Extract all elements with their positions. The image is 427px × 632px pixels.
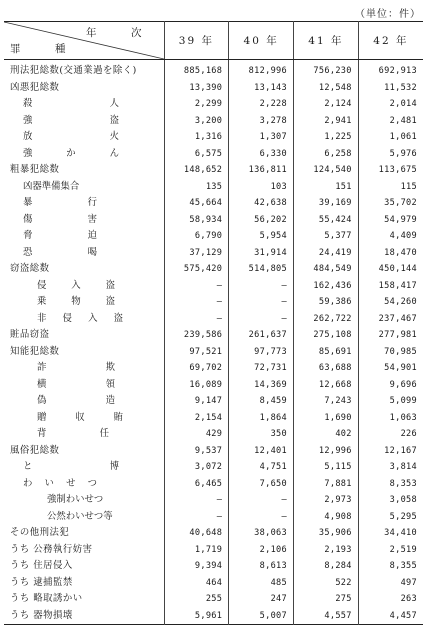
cell-value: 148,652 bbox=[164, 162, 229, 179]
cell-value: 6,575 bbox=[164, 146, 229, 163]
cell-value: 429 bbox=[164, 426, 229, 443]
cell-value: — bbox=[229, 492, 294, 509]
cell-value: 275 bbox=[294, 591, 359, 608]
cell-value: 9,394 bbox=[164, 558, 229, 575]
cell-value: 2,106 bbox=[229, 542, 294, 559]
row-label bbox=[4, 113, 164, 130]
cell-value: 1,690 bbox=[294, 410, 359, 427]
year-header-41: 41 年 bbox=[294, 22, 359, 60]
cell-value: 54,979 bbox=[358, 212, 423, 229]
table-row bbox=[4, 327, 423, 344]
cell-value: 1,307 bbox=[229, 129, 294, 146]
cell-value: 2,154 bbox=[164, 410, 229, 427]
cell-value: 2,941 bbox=[294, 113, 359, 130]
cell-value: 42,638 bbox=[229, 195, 294, 212]
cell-value: 72,731 bbox=[229, 360, 294, 377]
cell-value: 9,696 bbox=[358, 377, 423, 394]
table-row bbox=[4, 476, 423, 493]
cell-value: 4,751 bbox=[229, 459, 294, 476]
cell-value: — bbox=[229, 509, 294, 526]
cell-value: 58,934 bbox=[164, 212, 229, 229]
cell-value: 237,467 bbox=[358, 311, 423, 328]
row-label-text: 恐 喝 bbox=[23, 246, 97, 258]
table-row bbox=[4, 162, 423, 179]
cell-value: 70,985 bbox=[358, 344, 423, 361]
cell-value: 6,790 bbox=[164, 228, 229, 245]
cell-value: 262,722 bbox=[294, 311, 359, 328]
cell-value: 226 bbox=[358, 426, 423, 443]
row-label-text: うち 住居侵入 bbox=[10, 560, 73, 571]
cell-value: 6,258 bbox=[294, 146, 359, 163]
cell-value: 18,470 bbox=[358, 245, 423, 262]
row-label bbox=[4, 245, 164, 262]
row-label bbox=[4, 426, 164, 443]
cell-value: 13,390 bbox=[164, 80, 229, 97]
row-label-text: 非 侵 入 盗 bbox=[37, 312, 123, 324]
cell-value: 103 bbox=[229, 179, 294, 196]
table-row bbox=[4, 261, 423, 278]
cell-value: 5,961 bbox=[164, 608, 229, 625]
table-row bbox=[4, 245, 423, 262]
cell-value: 1,864 bbox=[229, 410, 294, 427]
cell-value: 4,908 bbox=[294, 509, 359, 526]
cell-value: 484,549 bbox=[294, 261, 359, 278]
cell-value: 3,058 bbox=[358, 492, 423, 509]
cell-value: 5,976 bbox=[358, 146, 423, 163]
cell-value: 12,548 bbox=[294, 80, 359, 97]
corner-header bbox=[4, 22, 164, 60]
row-label-text: うち 略取誘かい bbox=[10, 593, 83, 604]
table-row bbox=[4, 542, 423, 559]
row-label-text: その他刑法犯 bbox=[10, 527, 70, 538]
row-label-text: 強制わいせつ bbox=[47, 494, 104, 505]
cell-value: 12,668 bbox=[294, 377, 359, 394]
table-row bbox=[4, 278, 423, 295]
row-label bbox=[4, 179, 164, 196]
row-label-text: 殺 人 bbox=[23, 98, 119, 109]
cell-value: 85,691 bbox=[294, 344, 359, 361]
cell-value: 402 bbox=[294, 426, 359, 443]
cell-value: 35,702 bbox=[358, 195, 423, 212]
row-label bbox=[4, 542, 164, 559]
row-label bbox=[4, 129, 164, 146]
row-label-text: 賍品窃盗 bbox=[10, 329, 50, 340]
table-row bbox=[4, 344, 423, 361]
row-label bbox=[4, 591, 164, 608]
table-row bbox=[4, 426, 423, 443]
table-row bbox=[4, 96, 423, 113]
row-label bbox=[4, 261, 164, 278]
cell-value: 255 bbox=[164, 591, 229, 608]
row-label bbox=[4, 393, 164, 410]
table-row bbox=[4, 294, 423, 311]
cell-value: — bbox=[164, 278, 229, 295]
cell-value: 239,586 bbox=[164, 327, 229, 344]
cell-value: 54,260 bbox=[358, 294, 423, 311]
row-label-text: 窃盗総数 bbox=[10, 263, 50, 274]
cell-value: 497 bbox=[358, 575, 423, 592]
table-row bbox=[4, 575, 423, 592]
row-label-text: うち 器物損壊 bbox=[10, 609, 73, 621]
table-row bbox=[4, 509, 423, 526]
row-label bbox=[4, 327, 164, 344]
cell-value: — bbox=[164, 311, 229, 328]
cell-value: 692,913 bbox=[358, 60, 423, 80]
table-row bbox=[4, 129, 423, 146]
row-label bbox=[4, 80, 164, 97]
table-row bbox=[4, 443, 423, 460]
row-label bbox=[4, 476, 164, 493]
table-row bbox=[4, 113, 423, 130]
cell-value: 8,459 bbox=[229, 393, 294, 410]
cell-value: 2,014 bbox=[358, 96, 423, 113]
cell-value: 5,007 bbox=[229, 608, 294, 625]
row-label bbox=[4, 96, 164, 113]
cell-value: 55,424 bbox=[294, 212, 359, 229]
cell-value: 5,295 bbox=[358, 509, 423, 526]
row-label bbox=[4, 575, 164, 592]
cell-value: — bbox=[164, 492, 229, 509]
table-row bbox=[4, 492, 423, 509]
table-row bbox=[4, 558, 423, 575]
table-row bbox=[4, 179, 423, 196]
cell-value: 34,410 bbox=[358, 525, 423, 542]
cell-value: 1,719 bbox=[164, 542, 229, 559]
table-row bbox=[4, 228, 423, 245]
row-label-text: 粗暴犯総数 bbox=[10, 164, 60, 175]
cell-value: 2,519 bbox=[358, 542, 423, 559]
cell-value: 277,981 bbox=[358, 327, 423, 344]
table-row bbox=[4, 60, 423, 80]
cell-value: 151 bbox=[294, 179, 359, 196]
cell-value: 275,108 bbox=[294, 327, 359, 344]
row-label-text: 暴 行 bbox=[23, 197, 97, 208]
row-label-text: うち 公務執行妨害 bbox=[10, 543, 93, 555]
row-label-text: 知能犯総数 bbox=[10, 345, 60, 357]
row-label bbox=[4, 608, 164, 625]
cell-value: 5,115 bbox=[294, 459, 359, 476]
cell-value: 37,129 bbox=[164, 245, 229, 262]
crime-statistics-table bbox=[4, 21, 423, 625]
cell-value: 1,316 bbox=[164, 129, 229, 146]
cell-value: 13,143 bbox=[229, 80, 294, 97]
cell-value: 7,243 bbox=[294, 393, 359, 410]
cell-value: 2,124 bbox=[294, 96, 359, 113]
cell-value: 38,063 bbox=[229, 525, 294, 542]
cell-value: 3,814 bbox=[358, 459, 423, 476]
row-label-text: 凶器準備集合 bbox=[23, 180, 80, 192]
cell-value: 16,089 bbox=[164, 377, 229, 394]
row-label bbox=[4, 410, 164, 427]
cell-value: 8,355 bbox=[358, 558, 423, 575]
table-row bbox=[4, 360, 423, 377]
cell-value: — bbox=[229, 294, 294, 311]
row-label-text: 強 か ん bbox=[23, 147, 119, 159]
cell-value: 12,996 bbox=[294, 443, 359, 460]
row-label bbox=[4, 228, 164, 245]
cell-value: 45,664 bbox=[164, 195, 229, 212]
cell-value: 1,061 bbox=[358, 129, 423, 146]
row-label bbox=[4, 294, 164, 311]
row-label bbox=[4, 344, 164, 361]
corner-crime-label: 罪 種 bbox=[10, 43, 78, 55]
cell-value: 97,521 bbox=[164, 344, 229, 361]
cell-value: 3,200 bbox=[164, 113, 229, 130]
row-label bbox=[4, 311, 164, 328]
table-row bbox=[4, 459, 423, 476]
row-label bbox=[4, 492, 164, 509]
cell-value: 124,540 bbox=[294, 162, 359, 179]
cell-value: 11,532 bbox=[358, 80, 423, 97]
table-row bbox=[4, 195, 423, 212]
cell-value: 162,436 bbox=[294, 278, 359, 295]
row-label-text: 風俗犯総数 bbox=[10, 444, 60, 456]
row-label-text: 横 領 bbox=[37, 378, 115, 390]
cell-value: — bbox=[229, 311, 294, 328]
row-label-text: 背 任 bbox=[37, 428, 109, 439]
cell-value: 7,881 bbox=[294, 476, 359, 493]
cell-value: 9,537 bbox=[164, 443, 229, 460]
row-label bbox=[4, 146, 164, 163]
cell-value: 756,230 bbox=[294, 60, 359, 80]
row-label-text: 傷 害 bbox=[23, 213, 97, 225]
cell-value: 5,099 bbox=[358, 393, 423, 410]
cell-value: 263 bbox=[358, 591, 423, 608]
cell-value: 812,996 bbox=[229, 60, 294, 80]
cell-value: 6,330 bbox=[229, 146, 294, 163]
table-row bbox=[4, 525, 423, 542]
cell-value: 24,419 bbox=[294, 245, 359, 262]
row-label-text: 強 盗 bbox=[23, 114, 119, 126]
row-label-text: 侵 入 盗 bbox=[37, 279, 115, 291]
table-row bbox=[4, 80, 423, 97]
row-label bbox=[4, 60, 164, 80]
cell-value: 4,557 bbox=[294, 608, 359, 625]
cell-value: 5,377 bbox=[294, 228, 359, 245]
row-label-text: 偽 造 bbox=[37, 395, 115, 406]
cell-value: 63,688 bbox=[294, 360, 359, 377]
cell-value: 1,225 bbox=[294, 129, 359, 146]
row-label bbox=[4, 195, 164, 212]
cell-value: 885,168 bbox=[164, 60, 229, 80]
row-label-text: わ い せ つ bbox=[23, 477, 97, 489]
cell-value: 113,675 bbox=[358, 162, 423, 179]
cell-value: 54,901 bbox=[358, 360, 423, 377]
cell-value: 9,147 bbox=[164, 393, 229, 410]
cell-value: 56,202 bbox=[229, 212, 294, 229]
cell-value: 12,401 bbox=[229, 443, 294, 460]
row-label bbox=[4, 525, 164, 542]
row-label-text: と 博 bbox=[23, 461, 119, 472]
cell-value: 4,409 bbox=[358, 228, 423, 245]
cell-value: 8,284 bbox=[294, 558, 359, 575]
table-row bbox=[4, 410, 423, 427]
table-row bbox=[4, 393, 423, 410]
cell-value: 247 bbox=[229, 591, 294, 608]
cell-value: 350 bbox=[229, 426, 294, 443]
row-label bbox=[4, 278, 164, 295]
cell-value: 575,420 bbox=[164, 261, 229, 278]
cell-value: 8,613 bbox=[229, 558, 294, 575]
cell-value: 450,144 bbox=[358, 261, 423, 278]
cell-value: 2,299 bbox=[164, 96, 229, 113]
cell-value: 5,954 bbox=[229, 228, 294, 245]
cell-value: 40,648 bbox=[164, 525, 229, 542]
row-label bbox=[4, 212, 164, 229]
cell-value: 7,650 bbox=[229, 476, 294, 493]
table-row bbox=[4, 212, 423, 229]
cell-value: 12,167 bbox=[358, 443, 423, 460]
cell-value: 69,702 bbox=[164, 360, 229, 377]
row-label bbox=[4, 459, 164, 476]
row-label-text: うち 逮捕監禁 bbox=[10, 576, 73, 588]
row-label-text: 凶悪犯総数 bbox=[10, 81, 60, 93]
year-header-39: 39 年 bbox=[164, 22, 229, 60]
row-label-text: 贈 収 賄 bbox=[37, 411, 123, 423]
cell-value: — bbox=[164, 509, 229, 526]
cell-value: 14,369 bbox=[229, 377, 294, 394]
cell-value: 2,973 bbox=[294, 492, 359, 509]
unit-label: （単位：件） bbox=[355, 9, 421, 20]
year-header-42: 42 年 bbox=[358, 22, 423, 60]
row-label bbox=[4, 377, 164, 394]
cell-value: 522 bbox=[294, 575, 359, 592]
cell-value: 3,072 bbox=[164, 459, 229, 476]
cell-value: 6,465 bbox=[164, 476, 229, 493]
cell-value: 158,417 bbox=[358, 278, 423, 295]
cell-value: 136,811 bbox=[229, 162, 294, 179]
cell-value: 2,193 bbox=[294, 542, 359, 559]
cell-value: 514,805 bbox=[229, 261, 294, 278]
table-row bbox=[4, 591, 423, 608]
cell-value: 261,637 bbox=[229, 327, 294, 344]
cell-value: — bbox=[164, 294, 229, 311]
cell-value: 35,906 bbox=[294, 525, 359, 542]
row-label bbox=[4, 558, 164, 575]
cell-value: 2,228 bbox=[229, 96, 294, 113]
cell-value: 8,353 bbox=[358, 476, 423, 493]
row-label-text: 公然わいせつ等 bbox=[47, 510, 113, 522]
cell-value: 31,914 bbox=[229, 245, 294, 262]
cell-value: 59,386 bbox=[294, 294, 359, 311]
year-header-40: 40 年 bbox=[229, 22, 294, 60]
cell-value: 4,457 bbox=[358, 608, 423, 625]
row-label-text: 刑法犯総数(交通業過を除く) bbox=[10, 65, 137, 76]
row-label-text: 脅 迫 bbox=[23, 230, 97, 241]
table-row bbox=[4, 311, 423, 328]
cell-value: 115 bbox=[358, 179, 423, 196]
cell-value: 97,773 bbox=[229, 344, 294, 361]
row-label-text: 乗 物 盗 bbox=[37, 296, 115, 307]
table-body bbox=[4, 60, 423, 625]
cell-value: 485 bbox=[229, 575, 294, 592]
cell-value: 39,169 bbox=[294, 195, 359, 212]
table-row bbox=[4, 608, 423, 625]
table-row bbox=[4, 146, 423, 163]
row-label-text: 放 火 bbox=[23, 131, 119, 142]
header-row bbox=[4, 22, 423, 60]
cell-value: — bbox=[229, 278, 294, 295]
table-row bbox=[4, 377, 423, 394]
cell-value: 135 bbox=[164, 179, 229, 196]
cell-value: 2,481 bbox=[358, 113, 423, 130]
row-label-text: 詐 欺 bbox=[37, 362, 115, 373]
corner-year-label: 年 次 bbox=[86, 27, 154, 39]
cell-value: 464 bbox=[164, 575, 229, 592]
cell-value: 3,278 bbox=[229, 113, 294, 130]
row-label bbox=[4, 360, 164, 377]
row-label bbox=[4, 162, 164, 179]
row-label bbox=[4, 509, 164, 526]
row-label bbox=[4, 443, 164, 460]
cell-value: 1,063 bbox=[358, 410, 423, 427]
